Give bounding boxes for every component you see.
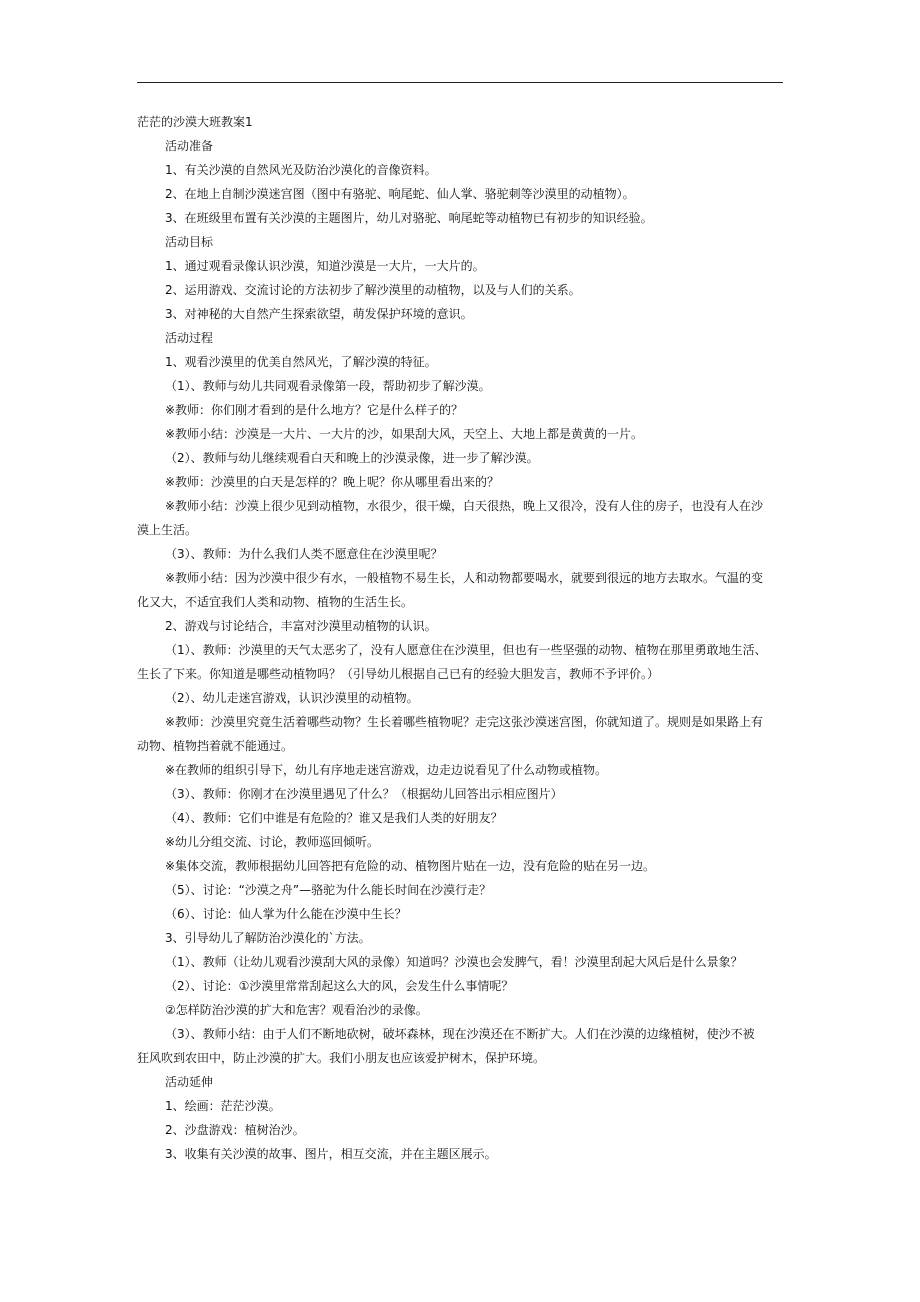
header-rule (137, 82, 783, 83)
document-line: （2）、教师与幼儿继续观看白天和晚上的沙漠录像，进一步了解沙漠。 (165, 451, 539, 465)
document-line: ※幼儿分组交流、讨论，教师巡回倾听。 (165, 835, 380, 849)
document-line: （6）、讨论：仙人掌为什么能在沙漠中生长？ (165, 907, 407, 921)
document-line: 1、通过观看录像认识沙漠，知道沙漠是一大片，一大片的。 (165, 259, 485, 273)
document-line: 活动过程 (165, 331, 214, 345)
document-line: 1、有关沙漠的自然风光及防治沙漠化的音像资料。 (165, 163, 437, 177)
document-line: ※教师：沙漠里的白天是怎样的？晚上呢？你从哪里看出来的？ (165, 475, 500, 489)
document-line: ※教师：沙漠里究竟生活着哪些动物？生长着哪些植物呢？走完这张沙漠迷宫图，你就知道了。规则是如果路上有 (165, 715, 764, 729)
document-line: 3、引导幼儿了解防治沙漠化的`方法。 (165, 931, 371, 945)
document-line: 1、绘画：茫茫沙漠。 (165, 1099, 281, 1113)
document-line: （3）、教师小结：由于人们不断地砍树，破坏森林，现在沙漠还在不断扩大。人们在沙漠的边缘植树，使沙不被 (165, 1027, 755, 1041)
document-line: 化又大，不适宜我们人类和动物、植物的生活生长。 (137, 595, 414, 609)
document-line: 2、沙盘游戏：植树治沙。 (165, 1123, 305, 1137)
document-line: 3、在班级里布置有关沙漠的主题图片，幼儿对骆驼、响尾蛇等动植物已有初步的知识经验。 (165, 211, 653, 225)
document-line: 2、运用游戏、交流讨论的方法初步了解沙漠里的动植物，以及与人们的关系。 (165, 283, 581, 297)
document-line: ※教师小结：沙漠是一大片、一大片的沙，如果刮大风，天空上、大地上都是黄黄的一片。 (165, 427, 644, 441)
document-line: 漠上生活。 (137, 523, 198, 537)
document-line: 活动准备 (165, 139, 214, 153)
document-line: 2、在地上自制沙漠迷宫图（图中有骆驼、响尾蛇、仙人掌、骆驼刺等沙漠里的动植物）。 (165, 187, 635, 201)
document-line: 2、游戏与讨论结合，丰富对沙漠里动植物的认识。 (165, 619, 437, 633)
document-line: （5）、讨论：“沙漠之舟”—骆驼为什么能长时间在沙漠行走？ (165, 883, 492, 897)
document-line: ②怎样防治沙漠的扩大和危害？观看治沙的录像。 (165, 1003, 428, 1017)
document-line: （1）、教师与幼儿共同观看录像第一段，帮助初步了解沙漠。 (165, 379, 491, 393)
document-line: 动物、植物挡着就不能通过。 (137, 739, 294, 753)
document-line: 生长了下来。你知道是哪些动植物吗？（引导幼儿根据自己已有的经验大胆发言，教师不予评价。） (137, 667, 660, 681)
document-line: ※集体交流，教师根据幼儿回答把有危险的动、植物图片贴在一边，没有危险的贴在另一边。 (165, 859, 656, 873)
document-line: 3、收集有关沙漠的故事、图片，相互交流，并在主题区展示。 (165, 1147, 497, 1161)
document-line: （3）、教师：为什么我们人类不愿意住在沙漠里呢？ (165, 547, 443, 561)
document-lines (137, 134, 787, 1166)
document-line: 1、观看沙漠里的优美自然风光，了解沙漠的特征。 (165, 355, 437, 369)
document-line: （1）、教师（让幼儿观看沙漠刮大风的录像）知道吗？沙漠也会发脾气，看！沙漠里刮起大风后是什么景象？ (165, 955, 743, 969)
document-line: ※教师：你们刚才看到的是什么地方？它是什么样子的？ (165, 403, 464, 417)
document-line: ※教师小结：沙漠上很少见到动植物，水很少，很干燥，白天很热，晚上又很冷，没有人住的房子，也没有人在沙 (165, 499, 764, 513)
document-line: （4）、教师：它们中谁是有危险的？谁又是我们人类的好朋友？ (165, 811, 503, 825)
document-line: 活动延伸 (165, 1075, 214, 1089)
document-line: ※在教师的组织引导下，幼儿有序地走迷宫游戏，边走边说看见了什么动物或植物。 (165, 763, 608, 777)
document-line: （2）、讨论：①沙漠里常常刮起这么大的风，会发生什么事情呢？ (165, 979, 514, 993)
document-line: 活动目标 (165, 235, 214, 249)
document-line: （2）、幼儿走迷宫游戏，认识沙漠里的动植物。 (165, 691, 419, 705)
document-line: （3）、教师：你刚才在沙漠里遇见了什么？（根据幼儿回答出示相应图片） (165, 787, 563, 801)
document-title: 茫茫的沙漠大班教案1 (137, 115, 253, 129)
document-line: ※教师小结：因为沙漠中很少有水，一般植物不易生长，人和动物都要喝水，就要到很远的地方去取水。气温的变 (165, 571, 764, 585)
document-line: 3、对神秘的大自然产生探索欲望，萌发保护环境的意识。 (165, 307, 473, 321)
document-body (137, 110, 787, 1166)
document-line: （1）、教师：沙漠里的天气太恶劣了，没有人愿意住在沙漠里，但也有一些坚强的动物、植物在那里勇敢地生活、 (165, 643, 767, 657)
document-line: 狂风吹到农田中，防止沙漠的扩大。我们小朋友也应该爱护树木，保护环境。 (137, 1051, 546, 1065)
